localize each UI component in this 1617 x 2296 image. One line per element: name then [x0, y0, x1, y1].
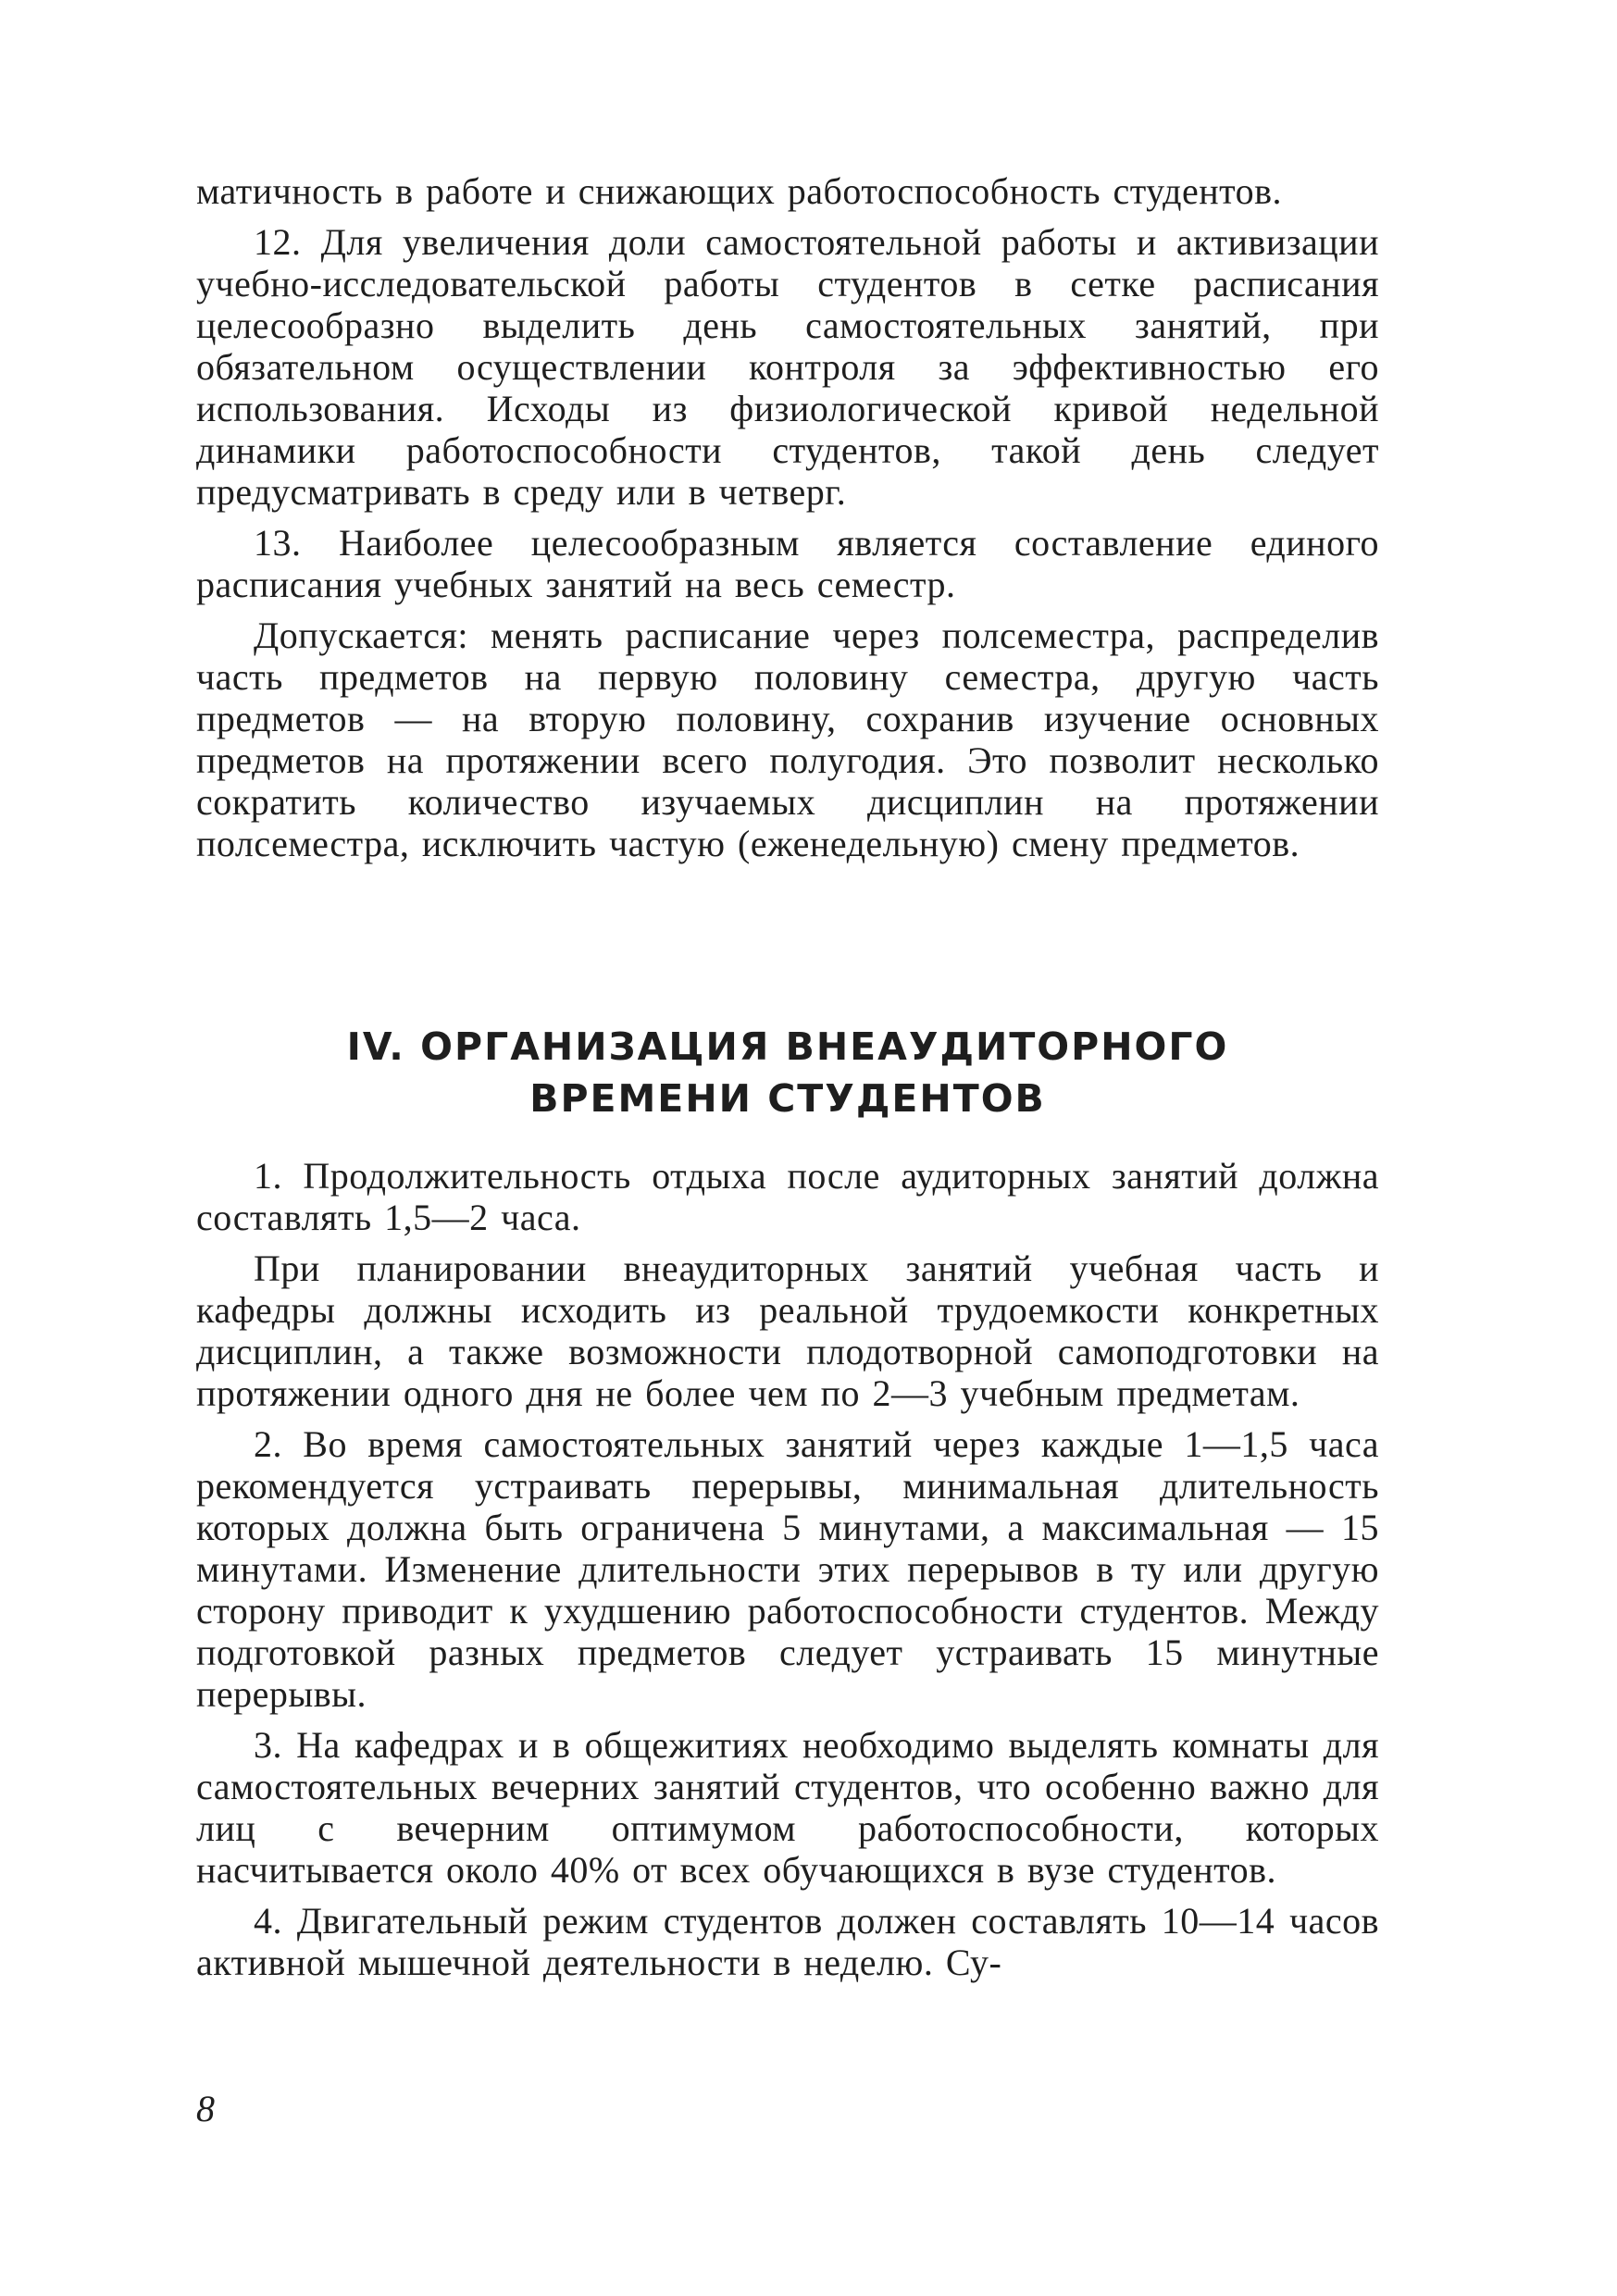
paragraph-item-1: 1. Продолжительность отдыха после аудиторных занятий должна составлять 1,5—2 часа. — [196, 1155, 1379, 1238]
page-number: 8 — [196, 2088, 215, 2129]
paragraph-item-2: 2. Во время самостоятельных занятий через каждые 1—1,5 часа рекомендуется устраивать перерывы, минимальная длительность которых должна быть ограничена 5 минутами, а максимальная — 15 минутами. Изменение длительности этих перерывов в ту или другую сторону приводит к ухудшению работоспособности студентов. Между подготовкой разных предметов следует устраивать 15 минутные перерывы. — [196, 1423, 1379, 1715]
paragraph-planning: При планировании внеаудиторных занятий учебная часть и кафедры должны исходить из реальной трудоемкости конкретных дисциплин, а также возможности плодотворной самоподготовки на протяжении одного дня не более чем по 2—3 учебным предметам. — [196, 1247, 1379, 1414]
paragraph-item-12: 12. Для увеличения доли самостоятельной работы и активизации учебно-исследовательской работы студентов в сетке расписания целесообразно выделить день самостоятельных занятий, при обязательном осуществлении контроля за эффективностью его использования. Исходы из физиологической кривой недельной динамики работоспособности студентов, такой день следует предусматривать в среду или в четверг. — [196, 221, 1379, 513]
paragraph-item-3: 3. На кафедрах и в общежитиях необходимо выделять комнаты для самостоятельных вечерних занятий студентов, что особенно важно для лиц с вечерним оптимумом работоспособности, которых насчитывается около 40% от всех обучающихся в вузе студентов. — [196, 1724, 1379, 1891]
paragraph-item-13: 13. Наиболее целесообразным является составление единого расписания учебных занятий на весь семестр. — [196, 522, 1379, 605]
top-text-block — [196, 170, 1379, 864]
paragraph-item-4: 4. Двигательный режим студентов должен составлять 10—14 часов активной мышечной деятельности в неделю. Су- — [196, 1900, 1379, 1983]
section-heading-line-1: IV. ОРГАНИЗАЦИЯ ВНЕАУДИТОРНОГО — [346, 1024, 1229, 1069]
paragraph-continuation: матичность в работе и снижающих работоспособность студентов. — [196, 170, 1282, 212]
paragraph-permitted: Допускается: менять расписание через полсеместра, распределив часть предметов на первую половину семестра, другую часть предметов — на вторую половину, сохранив изучение основных предметов на протяжении всего полугодия. Это позволит несколько сократить количество изучаемых дисциплин на протяжении полсеместра, исключить частую (еженедельную) смену предметов. — [196, 614, 1379, 864]
bottom-text-block — [196, 1155, 1379, 1983]
section-heading — [196, 1021, 1379, 1124]
section-heading-line-2: ВРЕМЕНИ СТУДЕНТОВ — [529, 1076, 1046, 1121]
